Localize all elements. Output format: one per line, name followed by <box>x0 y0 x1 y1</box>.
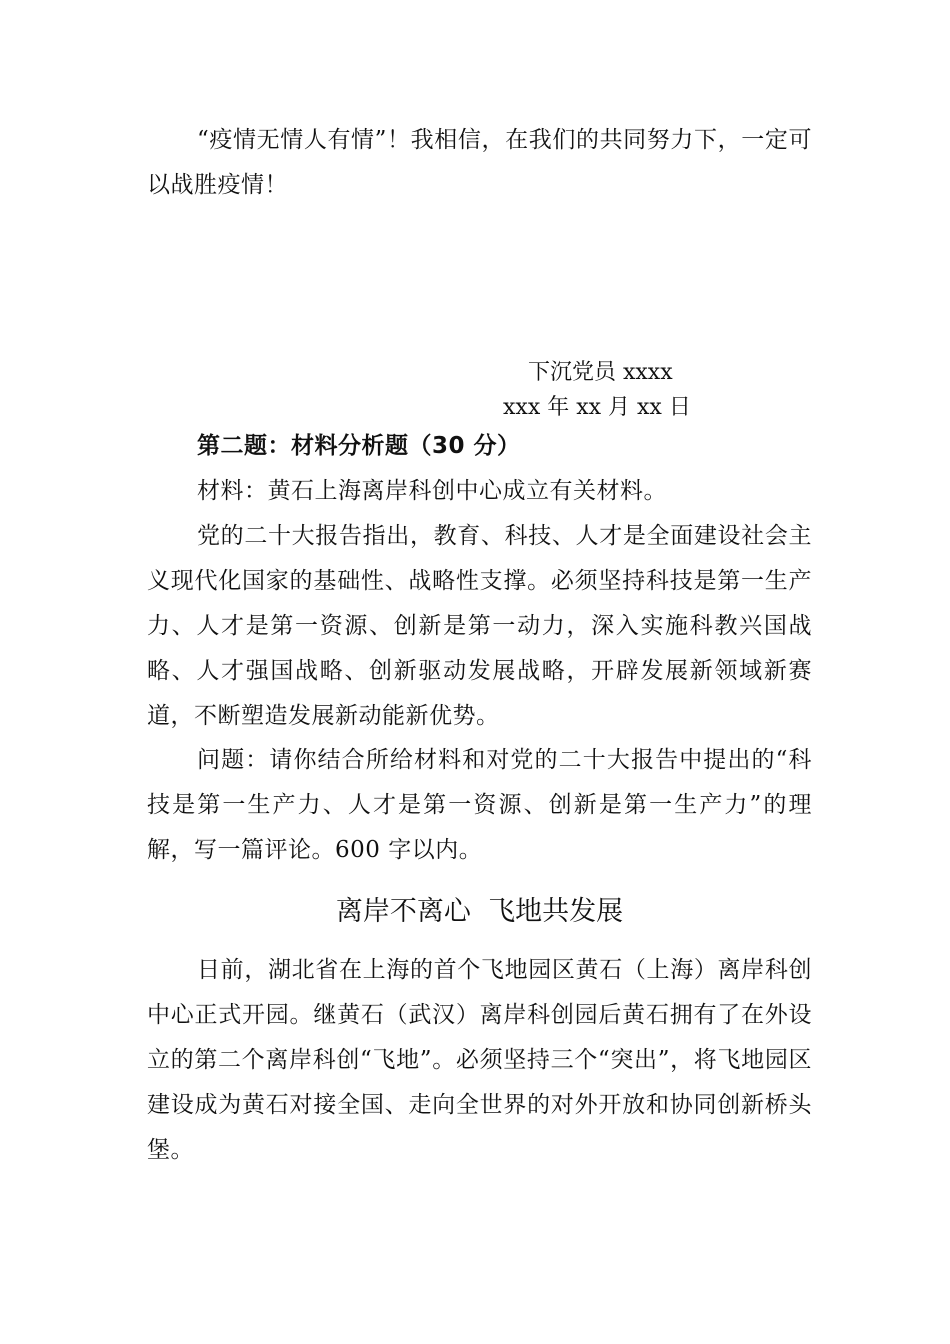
material-intro: 材料：黄石上海离岸科创中心成立有关材料。 <box>197 478 667 504</box>
question2-title: 第二题：材料分析题（30 分） <box>197 433 521 459</box>
closing-paragraph: “疫情无情人有情”！我相信，在我们的共同努力下，一定可以战胜疫情！ <box>147 127 812 198</box>
essay-paragraph-1: 日前，湖北省在上海的首个飞地园区黄石（上海）离岸科创中心正式开园。继黄石（武汉）离岸科创园后黄石拥有了在外设立的第二个离岸科创“飞地”。必须坚持三个“突出”，将飞地园区建设成为黄石对接全国、走向全世界的对外开放和协同创新桥头堡。 <box>147 957 812 1163</box>
question2-prompt: 问题：请你结合所给材料和对党的二十大报告中提出的“科技是第一生产力、人才是第一资源、创新是第一生产力”的理解，写一篇评论。600 字以内。 <box>147 747 812 863</box>
signature-date: xxx 年 xx 月 xx 日 <box>503 395 691 420</box>
material-body: 党的二十大报告指出，教育、科技、人才是全面建设社会主义现代化国家的基础性、战略性支撑。必须坚持科技是第一生产力、人才是第一资源、创新是第一动力，深入实施科教兴国战略、人才强国战略、创新驱动发展战略，开辟发展新领域新赛道，不断塑造发展新动能新优势。 <box>147 523 812 729</box>
essay-title: 离岸不离心 飞地共发展 <box>335 896 624 927</box>
signature-author: 下沉党员 xxxx <box>528 360 673 385</box>
